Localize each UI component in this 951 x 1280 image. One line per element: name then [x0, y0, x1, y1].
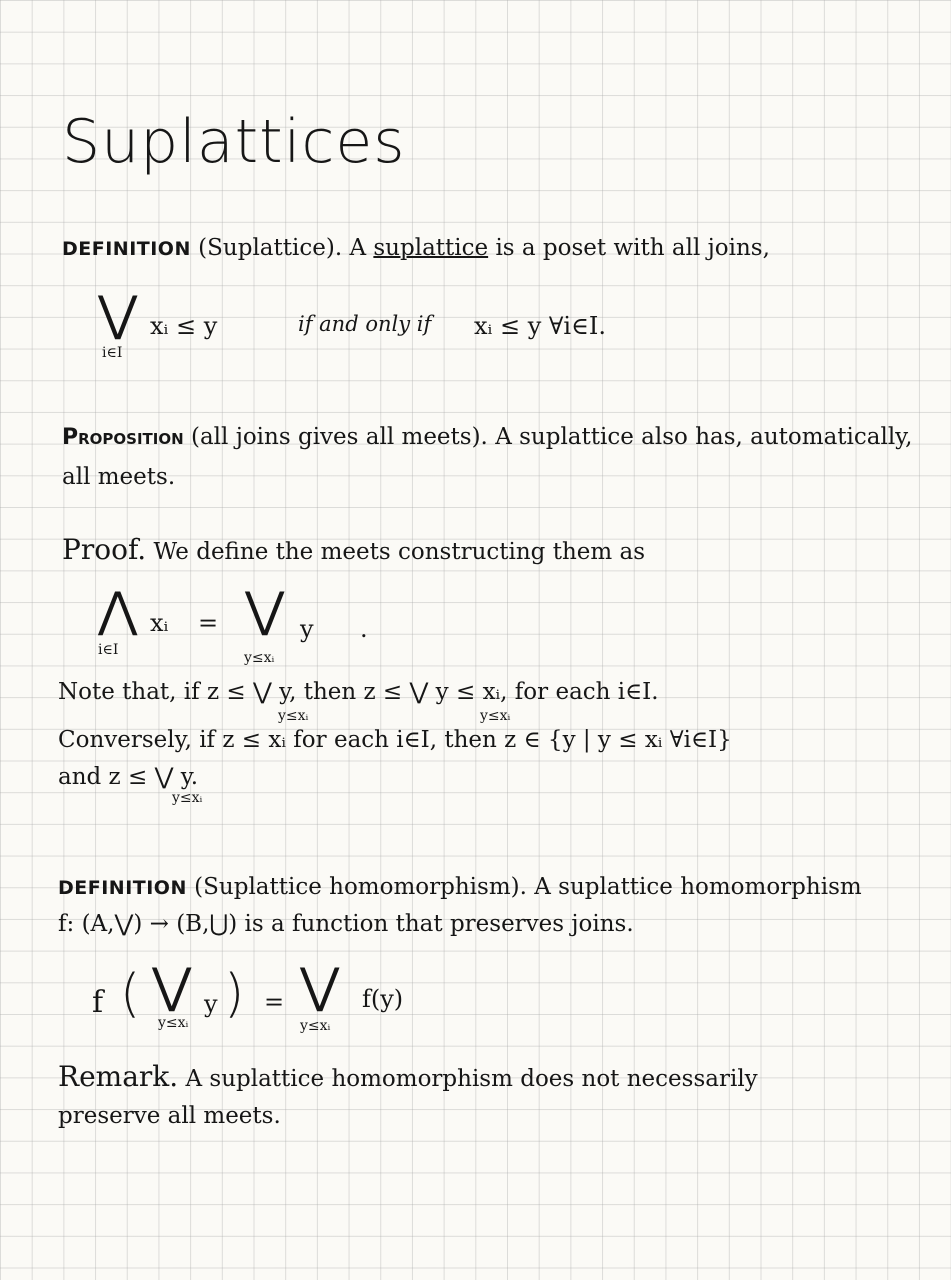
- definition-homomorphism: [58, 875, 862, 900]
- definition-suplattice: [62, 236, 770, 261]
- proof-line-1: Note that, if z ≤ ⋁ y, then z ≤ ⋁ y ≤ xᵢ, for each i∈I.: [58, 679, 659, 705]
- proposition-text: A suplattice also has, automatically,: [495, 424, 913, 450]
- remark-continued: preserve all meets.: [58, 1103, 281, 1129]
- definition-2-name: (Suplattice homomorphism).: [194, 874, 527, 900]
- hom-open-paren: (: [120, 964, 141, 1024]
- hom-close-paren: ): [224, 964, 245, 1024]
- definition-term: suplattice: [373, 235, 489, 261]
- hom-join-operator: ⋁: [152, 958, 192, 1014]
- proof-line-3-sub: y≤xᵢ: [172, 790, 203, 806]
- proposition-label: Proposition: [62, 425, 184, 450]
- proof-line-3: and z ≤ ⋁ y.: [58, 764, 198, 790]
- proposition-continued: all meets.: [62, 464, 176, 490]
- hom-join-index: y≤xᵢ: [158, 1015, 189, 1031]
- hom-rhs-join-index: y≤xᵢ: [300, 1018, 331, 1034]
- definition-label: DEFINITION: [62, 238, 191, 260]
- proof-line-1-sub-1: y≤xᵢ: [278, 708, 309, 724]
- proof-text: We define the meets constructing them as: [153, 539, 646, 565]
- meet-index: i∈I: [98, 642, 119, 658]
- meet-var: xᵢ: [150, 609, 169, 637]
- definition-text-a: A: [349, 235, 367, 261]
- proof-line-1-sub-2: y≤xᵢ: [480, 708, 511, 724]
- meet-join-var: y: [300, 615, 314, 643]
- join-connective: if and only if: [298, 312, 432, 336]
- proposition: [62, 425, 912, 450]
- join-operator: ⋁: [98, 286, 138, 342]
- hom-f: f: [92, 985, 104, 1020]
- hom-rhs-join-operator: ⋁: [300, 958, 340, 1014]
- remark-label: Remark.: [58, 1060, 179, 1093]
- definition-text-b: is a poset with all joins,: [495, 235, 770, 261]
- definition-2-text: A suplattice homomorphism: [534, 874, 862, 900]
- join-index: i∈I: [102, 345, 123, 361]
- join-rhs: xᵢ ≤ y ∀i∈I.: [474, 312, 606, 340]
- meet-operator: ⋀: [98, 582, 138, 638]
- proposition-name: (all joins gives all meets).: [191, 424, 488, 450]
- join-lhs: xᵢ ≤ y: [150, 312, 218, 340]
- remark-text: A suplattice homomorphism does not necessarily: [185, 1066, 758, 1092]
- meet-join-index: y≤xᵢ: [244, 650, 275, 666]
- meet-join-operator: ⋁: [245, 582, 285, 638]
- definition-2-line-2: f: (A,⋁) → (B,⋃) is a function that preserves joins.: [58, 911, 634, 937]
- page-title: Suplattices: [62, 107, 406, 177]
- hom-join-var: y: [204, 990, 218, 1018]
- hom-eq: =: [264, 988, 285, 1016]
- hom-rhs: f(y): [362, 985, 404, 1013]
- meet-eq: =: [198, 609, 219, 637]
- proof-label: Proof.: [62, 533, 147, 566]
- definition-2-label: DEFINITION: [58, 877, 187, 899]
- definition-name: (Suplattice).: [198, 235, 343, 261]
- proof-intro: [62, 535, 645, 566]
- proof-line-2: Conversely, if z ≤ xᵢ for each i∈I, then z ∈ {y | y ≤ xᵢ ∀i∈I}: [58, 727, 732, 753]
- remark: [58, 1062, 758, 1093]
- meet-dot: .: [360, 615, 368, 643]
